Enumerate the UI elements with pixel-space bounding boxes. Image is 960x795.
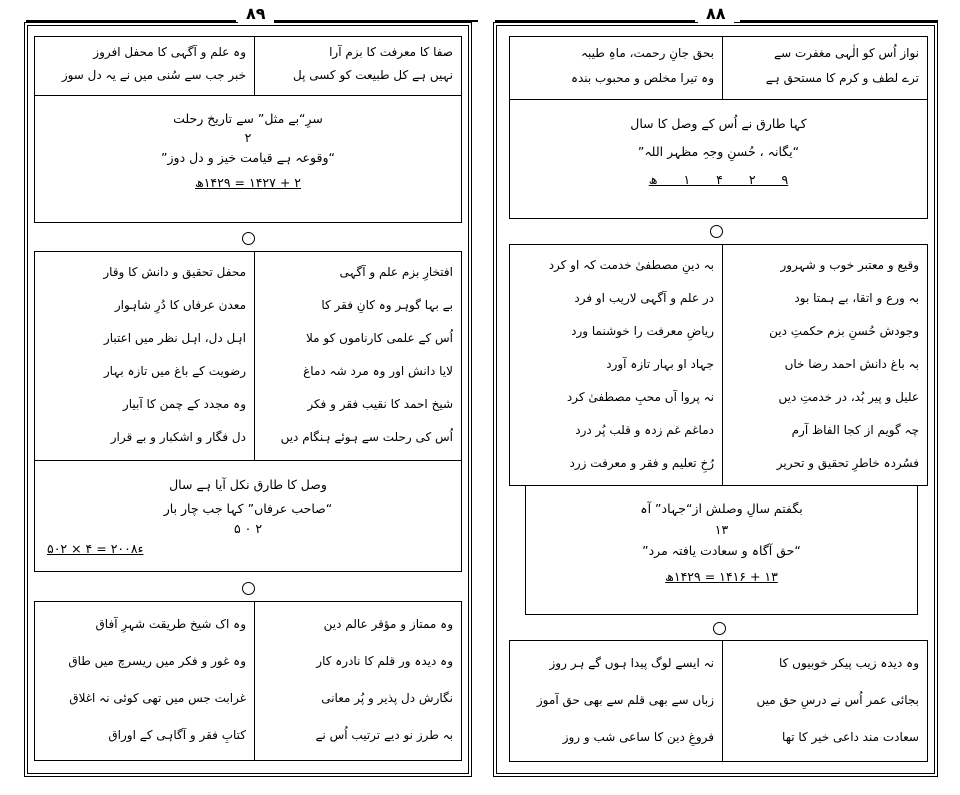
verse-line: جہاد او بہار تازہ آورد bbox=[606, 357, 714, 371]
page-frame bbox=[493, 22, 938, 777]
verse-box-3 bbox=[34, 601, 462, 761]
verse-line: معدن عرفاں کا دُرِ شاہوار bbox=[114, 298, 246, 312]
chronogram-number: ۲ bbox=[244, 130, 252, 145]
ornament-circle bbox=[242, 582, 255, 595]
verse-column-left bbox=[35, 602, 254, 760]
verse-box-2 bbox=[34, 251, 462, 461]
chronogram-sum: ۵۰۲ × ۴ = ۲۰۰۸ء bbox=[47, 541, 144, 556]
verse-line: نہیں ہے کل طبیعت کو کسی پل bbox=[292, 68, 453, 82]
verse-line: ریاضِ معرفت را خوشنما ورد bbox=[571, 324, 714, 338]
verse-line: دل فگار و اشکبار و بے قرار bbox=[110, 430, 246, 444]
verse-line: ترے لطف و کرم کا مستحق ہے bbox=[765, 71, 919, 85]
chronogram-line: سرِ“بے مثل” سے تاریخ رحلت bbox=[173, 111, 323, 126]
verse-column-left bbox=[510, 641, 722, 761]
verse-line: رضویت کے باغ میں تازہ بہار bbox=[103, 364, 246, 378]
verse-line: نہ ایسے لوگ پیدا ہوں گے ہر روز bbox=[549, 656, 714, 670]
verse-line: نہ پروا آں محبِ مصطفیٰ کرد bbox=[566, 390, 714, 404]
chronogram-sum: ۲ + ۱۴۲۷ = ۱۴۲۹ھ bbox=[194, 175, 301, 190]
chronogram-line: “صاحب عرفاں” کہا جب چار بار bbox=[163, 501, 333, 516]
verse-line: سعادت مند داعی خیر کا تھا bbox=[782, 730, 919, 744]
verse-line: غرابت جس میں تھی کوئی نہ اغلاق bbox=[69, 691, 246, 705]
verse-column-right bbox=[254, 602, 461, 760]
chronogram-line: وصل کا طارق نکل آیا ہے سال bbox=[169, 477, 327, 492]
verse-column-left bbox=[35, 252, 254, 460]
verse-line: صفا کا معرفت کا بزم آرا bbox=[329, 45, 453, 59]
verse-box-1 bbox=[34, 36, 462, 96]
verse-line: زباں سے بھی قلم سے بھی حق آموز bbox=[536, 693, 714, 707]
verse-line: وہ دیدہ ور قلم کا نادرہ کار bbox=[316, 654, 453, 668]
verse-line: فروغِ دین کا ساعی شب و روز bbox=[562, 730, 714, 744]
chronogram-number: ۱۳ bbox=[714, 522, 729, 537]
verse-line: بہ دینِ مصطفیٰ خدمت کہ او کرد bbox=[548, 258, 714, 272]
chronogram-line: کہا طارق نے اُس کے وصل کا سال bbox=[630, 116, 807, 131]
page-number: ۸۸ bbox=[698, 4, 734, 23]
verse-line: شیخ احمد کا نقیب فقر و فکر bbox=[307, 397, 453, 411]
verse-line: بہ ورع و اتقا، بے ہمتا بود bbox=[794, 291, 919, 305]
verse-line: اُس کی رحلت سے ہوئے ہنگام دیں bbox=[280, 430, 453, 444]
chronogram-number: ۹ ۲ ۴ ۱ ھ bbox=[648, 172, 789, 187]
ornament-circle bbox=[710, 225, 723, 238]
verse-column-left bbox=[510, 245, 722, 485]
chronogram-box-1 bbox=[34, 95, 462, 223]
page-frame bbox=[24, 22, 472, 777]
verse-line: اہل دل، اہل نظر میں اعتبار bbox=[103, 331, 246, 345]
chronogram-box-1 bbox=[509, 99, 928, 219]
verse-line: فسُردہ خاطرِ تحقیق و تحریر bbox=[776, 456, 919, 470]
verse-line: وہ دیدہ زیب پیکر خوبیوں کا bbox=[779, 656, 919, 670]
chronogram-box-2 bbox=[34, 460, 462, 572]
chronogram-line: “وقوعہ ہے قیامت خیز و دل دوز” bbox=[161, 150, 335, 165]
verse-column-left bbox=[35, 37, 254, 95]
verse-line: علیل و پیر بُد، در خدمتِ دیں bbox=[778, 390, 919, 404]
verse-line: بہ باغ دانش احمد رضا خاں bbox=[784, 357, 919, 371]
chronogram-number: ۲ ۰ ۵ bbox=[233, 521, 263, 536]
verse-line: بحق جانِ رحمت، ماہِ طیبہ bbox=[581, 46, 714, 60]
ornament-circle bbox=[242, 232, 255, 245]
verse-line: وہ غور و فکر میں ریسرچ میں طاق bbox=[68, 654, 246, 668]
chronogram-line: “حق آگاہ و سعادت یافتہ مرد” bbox=[642, 543, 801, 558]
verse-column-right bbox=[722, 245, 927, 485]
verse-line: بہ طرز نو دیے ترتیب اُس نے bbox=[315, 728, 453, 742]
verse-line: در علم و آگہی لاریب او فرد bbox=[574, 291, 714, 305]
verse-box-3 bbox=[509, 640, 928, 762]
chronogram-box-2 bbox=[525, 485, 918, 615]
verse-line: افتخارِ بزم علم و آگہی bbox=[339, 265, 453, 279]
verse-column-right bbox=[722, 37, 927, 99]
verse-line: خبر جب سے سُنی میں نے یہ دل سوز bbox=[61, 68, 246, 82]
chronogram-sum: ۱۳ + ۱۴۱۶ = ۱۴۲۹ھ bbox=[665, 569, 778, 584]
verse-line: محفل تحقیق و دانش کا وقار bbox=[103, 265, 246, 279]
verse-column-right bbox=[254, 37, 461, 95]
verse-box-2 bbox=[509, 244, 928, 486]
verse-column-right bbox=[254, 252, 461, 460]
chronogram-line: “یگانہ ، حُسنِ وجہِ مظہر اللہ” bbox=[637, 144, 800, 159]
verse-line: نواز اُس کو الٰہی مغفرت سے bbox=[774, 46, 919, 60]
verse-column-left bbox=[510, 37, 722, 99]
chronogram-line: بگفتم سالِ وصلش از“جہاد” آہ bbox=[640, 501, 803, 516]
verse-box-1 bbox=[509, 36, 928, 100]
verse-line: وہ علم و آگہی کا محفل افروز bbox=[93, 45, 246, 59]
verse-line: کتابِ فقر و آگاہی کے اوراق bbox=[108, 728, 246, 742]
verse-line: اُس کے علمی کارناموں کو ملا bbox=[306, 331, 453, 345]
verse-line: وہ تیرا مخلص و محبوب بندہ bbox=[570, 71, 714, 85]
verse-line: نگارش دل پذیر و پُر معانی bbox=[321, 691, 453, 705]
ornament-circle bbox=[713, 622, 726, 635]
verse-line: وقیع و معتبر خوب و شہرور bbox=[780, 258, 919, 272]
page-number: ۸۹ bbox=[238, 4, 274, 23]
verse-line: بے بہا گوہر وہ کانِ فقر کا bbox=[321, 298, 453, 312]
verse-line: وہ اک شیخ طریقت شہرِ آفاق bbox=[95, 617, 246, 631]
verse-line: بجائی عمر اُس نے درسِ حق میں bbox=[756, 693, 919, 707]
verse-line: وہ مجدد کے چمن کا آبیار bbox=[122, 397, 246, 411]
verse-line: چہ گویم از کجا الفاظ آرم bbox=[791, 423, 919, 437]
verse-line: وجودش حُسنِ بزم حکمتِ دین bbox=[769, 324, 919, 338]
verse-column-right bbox=[722, 641, 927, 761]
verse-line: رُخِ تعلیم و فقر و معرفت زرد bbox=[569, 456, 714, 470]
verse-line: لایا دانش اور وہ مرد شہ دماغ bbox=[303, 364, 453, 378]
verse-line: وہ ممتاز و مؤقر عالم دین bbox=[323, 617, 453, 631]
verse-line: دماغم غم زدہ و قلب پُر درد bbox=[575, 423, 714, 437]
